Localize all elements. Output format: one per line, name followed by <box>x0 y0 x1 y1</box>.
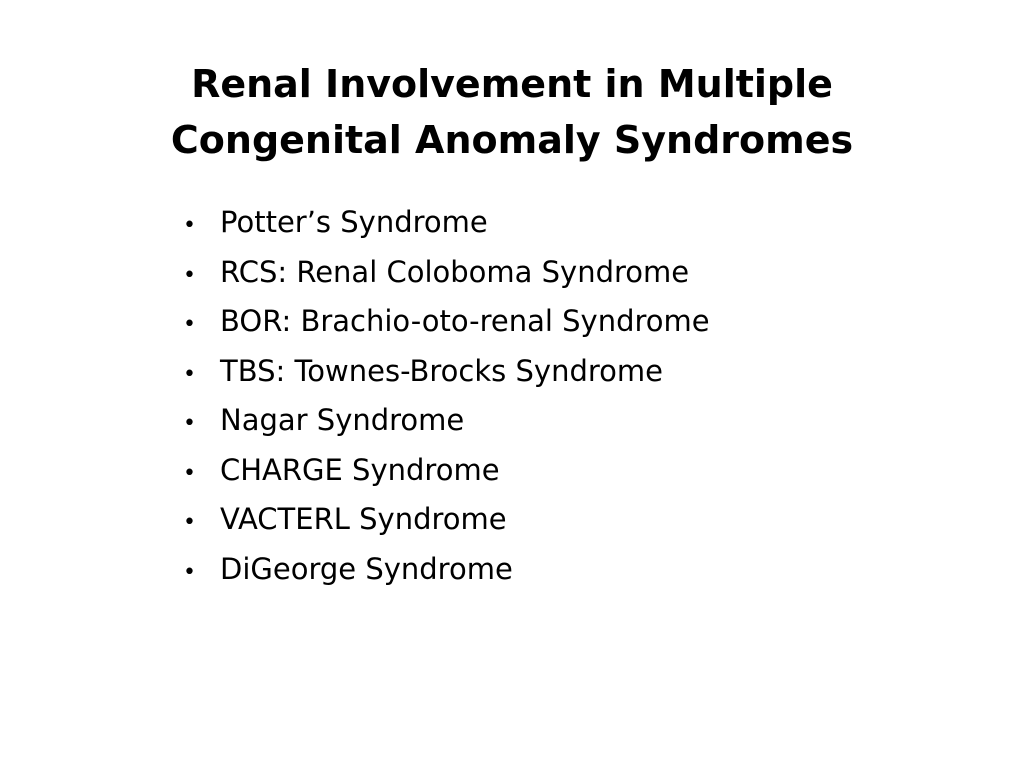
bullet-icon: • <box>183 510 196 535</box>
list-item <box>183 446 710 496</box>
list-item-text: VACTERL Syndrome <box>220 502 507 536</box>
list-item <box>183 396 710 446</box>
bullet-icon: • <box>183 312 196 337</box>
list-item <box>183 347 710 397</box>
list-item <box>183 198 710 248</box>
bullet-icon: • <box>183 262 196 288</box>
list-item <box>183 248 710 298</box>
slide-title-line-2: Congenital Anomaly Syndromes <box>170 118 854 162</box>
bullet-icon: • <box>183 411 196 436</box>
list-item-text: CHARGE Syndrome <box>220 452 500 487</box>
slide-title <box>0 56 1024 168</box>
list-item-text: TBS: Townes-Brocks Syndrome <box>220 353 663 388</box>
list-item-text: Potter’s Syndrome <box>220 205 488 239</box>
list-item-text: RCS: Renal Coloboma Syndrome <box>220 254 690 289</box>
list-item <box>183 297 710 347</box>
bullet-list <box>183 198 710 594</box>
bullet-icon: • <box>183 559 196 585</box>
list-item <box>183 545 710 595</box>
bullet-icon: • <box>183 361 196 387</box>
list-item-text: DiGeorge Syndrome <box>220 551 513 586</box>
list-item-text: BOR: Brachio-oto-renal Syndrome <box>220 304 710 338</box>
bullet-icon: • <box>183 213 196 238</box>
list-item <box>183 495 710 545</box>
list-item-text: Nagar Syndrome <box>220 403 465 437</box>
bullet-icon: • <box>183 460 196 486</box>
slide-title-line-1: Renal Involvement in Multiple <box>191 62 833 106</box>
